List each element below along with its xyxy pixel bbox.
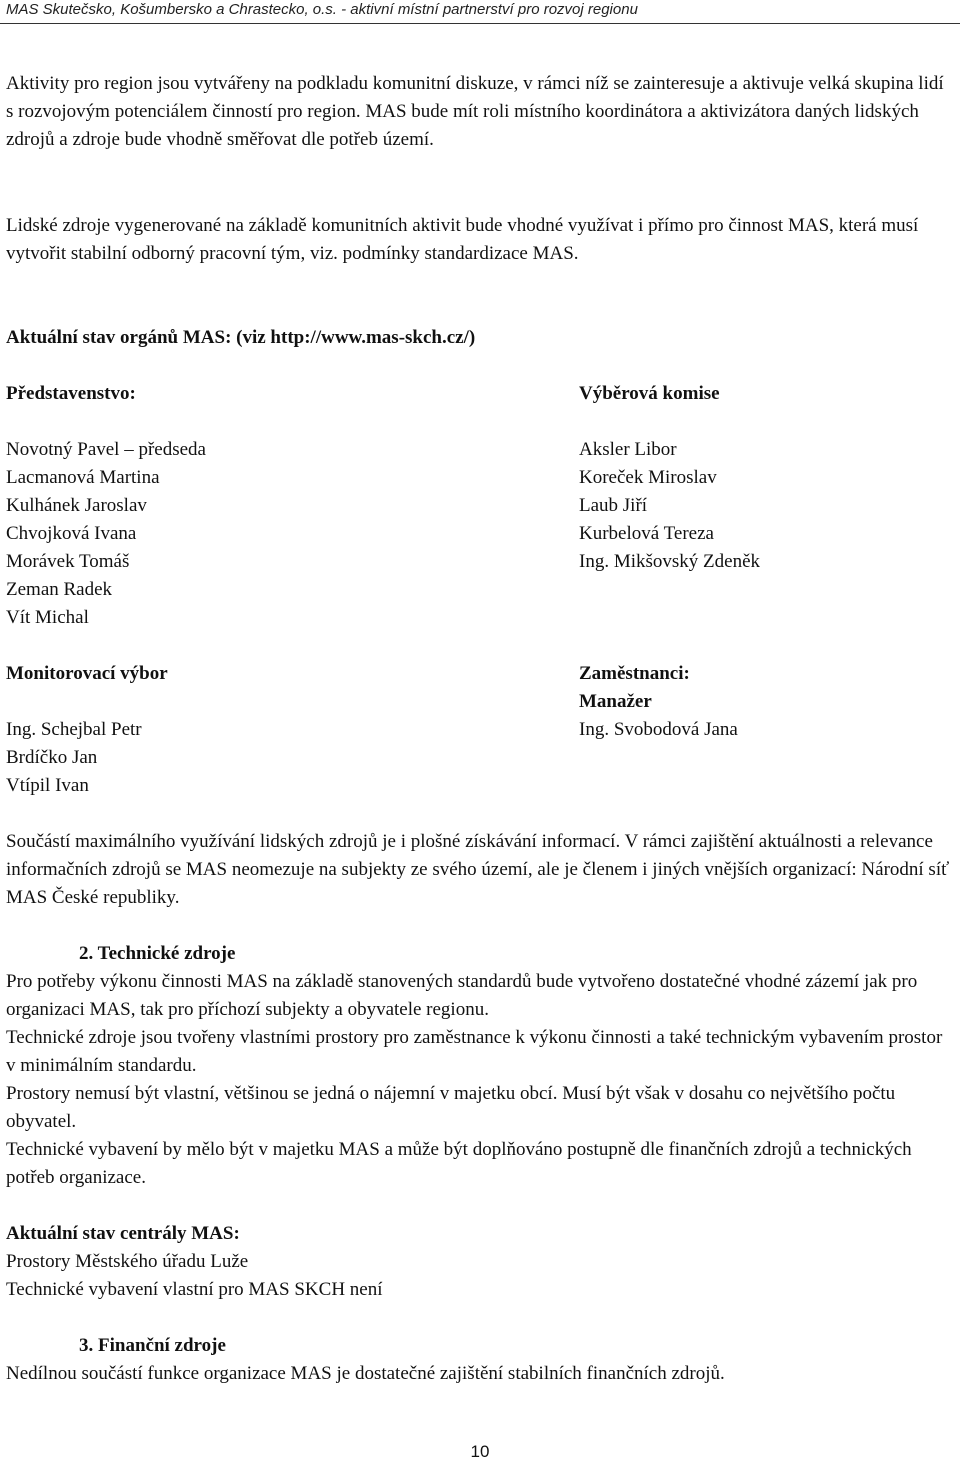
monitor-member: Vtípil Ivan <box>6 775 89 796</box>
commission-member: Laub Jiří <box>579 495 648 516</box>
staff-title: Zaměstnanci: <box>579 663 690 684</box>
section-2-number: 2. <box>79 943 94 964</box>
paragraph-activities: Aktivity pro region jsou vytvářeny na podkladu komunitní diskuze, v rámci níž se zainteresuje a aktivuje velká skupina lidí s rozvojovým potenciálem činností pro region. MAS bude mít roli místního koordinátora a aktivizátora daných lidských zdrojů a zdroje bude vhodně směřovat dle potřeb území. <box>6 73 944 150</box>
heading-organs: Aktuální stav orgánů MAS: (viz http://www.mas-skch.cz/) <box>6 327 476 348</box>
board-member: Morávek Tomáš <box>6 551 130 572</box>
page-number: 10 <box>470 1442 490 1461</box>
commission-member: Aksler Libor <box>579 439 677 460</box>
left-column <box>6 380 206 800</box>
section-3-paragraph-1: Nedílnou součástí funkce organizace MAS je dostatečné zajištění stabilních finančních zdrojů. <box>6 1363 725 1384</box>
central-line-equipment: Technické vybavení vlastní pro MAS SKCH není <box>6 1279 383 1300</box>
section-2-paragraph-4: Technické vybavení by mělo být v majetku MAS a může být doplňováno postupně dle finančních zdrojů a technických potřeb organizace. <box>6 1139 912 1188</box>
commission-member: Koreček Miroslav <box>579 467 717 488</box>
section-3-title: Finanční zdroje <box>98 1335 226 1356</box>
central-line-premises: Prostory Městského úřadu Luže <box>6 1251 249 1272</box>
board-title: Představenstvo: <box>6 383 136 404</box>
section-3-heading <box>79 1332 226 1360</box>
right-column <box>579 380 760 744</box>
section-2-paragraph-3: Prostory nemusí být vlastní, většinou se jedná o nájemní v majetku obcí. Musí být však v dosahu co největšího počtu obyvatel. <box>6 1083 896 1132</box>
board-member: Lacmanová Martina <box>6 467 160 488</box>
board-member: Zeman Radek <box>6 579 113 600</box>
commission-member: Kurbelová Tereza <box>579 523 714 544</box>
monitor-member: Brdíčko Jan <box>6 747 98 768</box>
section-2-heading <box>79 940 235 968</box>
page-header: MAS Skutečsko, Košumbersko a Chrastecko, o.s. - aktivní místní partnerství pro rozvoj regionu <box>6 1 638 18</box>
header-divider <box>0 23 960 24</box>
board-member: Vít Michal <box>6 607 89 628</box>
central-title: Aktuální stav centrály MAS: <box>6 1223 240 1244</box>
board-member: Chvojková Ivana <box>6 523 137 544</box>
section-2-paragraph-2: Technické zdroje jsou tvořeny vlastními prostory pro zaměstnance k výkonu činnosti a také technickým vybavením prostor v minimálním standardu. <box>6 1027 943 1076</box>
section-2-title: Technické zdroje <box>97 943 236 964</box>
section-3-number: 3. <box>79 1335 94 1356</box>
manager-title: Manažer <box>579 691 652 712</box>
board-member: Novotný Pavel – předseda <box>6 439 206 460</box>
paragraph-information-sources: Součástí maximálního využívání lidských zdrojů je i plošné získávání informací. V rámci zajištění aktuálnosti a relevance informačních zdrojů se MAS neomezuje na subjekty ze svého území, ale je členem i jiných vnějších organizací: Národní síť MAS České republiky. <box>6 831 950 908</box>
monitor-member: Ing. Schejbal Petr <box>6 719 142 740</box>
commission-title: Výběrová komise <box>579 383 720 404</box>
board-member: Kulhánek Jaroslav <box>6 495 147 516</box>
commission-member: Ing. Mikšovský Zdeněk <box>579 551 761 572</box>
paragraph-human-resources: Lidské zdroje vygenerované na základě komunitních aktivit bude vhodné využívat i přímo pro činnost MAS, která musí vytvořit stabilní odborný pracovní tým, viz. podmínky standardizace MAS. <box>6 215 919 264</box>
manager-name: Ing. Svobodová Jana <box>579 719 738 740</box>
section-2-paragraph-1: Pro potřeby výkonu činnosti MAS na základě stanovených standardů bude vytvořeno dostatečné vhodné zázemí jak pro organizaci MAS, tak pro příchozí subjekty a obyvatele regionu. <box>6 971 918 1020</box>
monitor-title: Monitorovací výbor <box>6 663 168 684</box>
